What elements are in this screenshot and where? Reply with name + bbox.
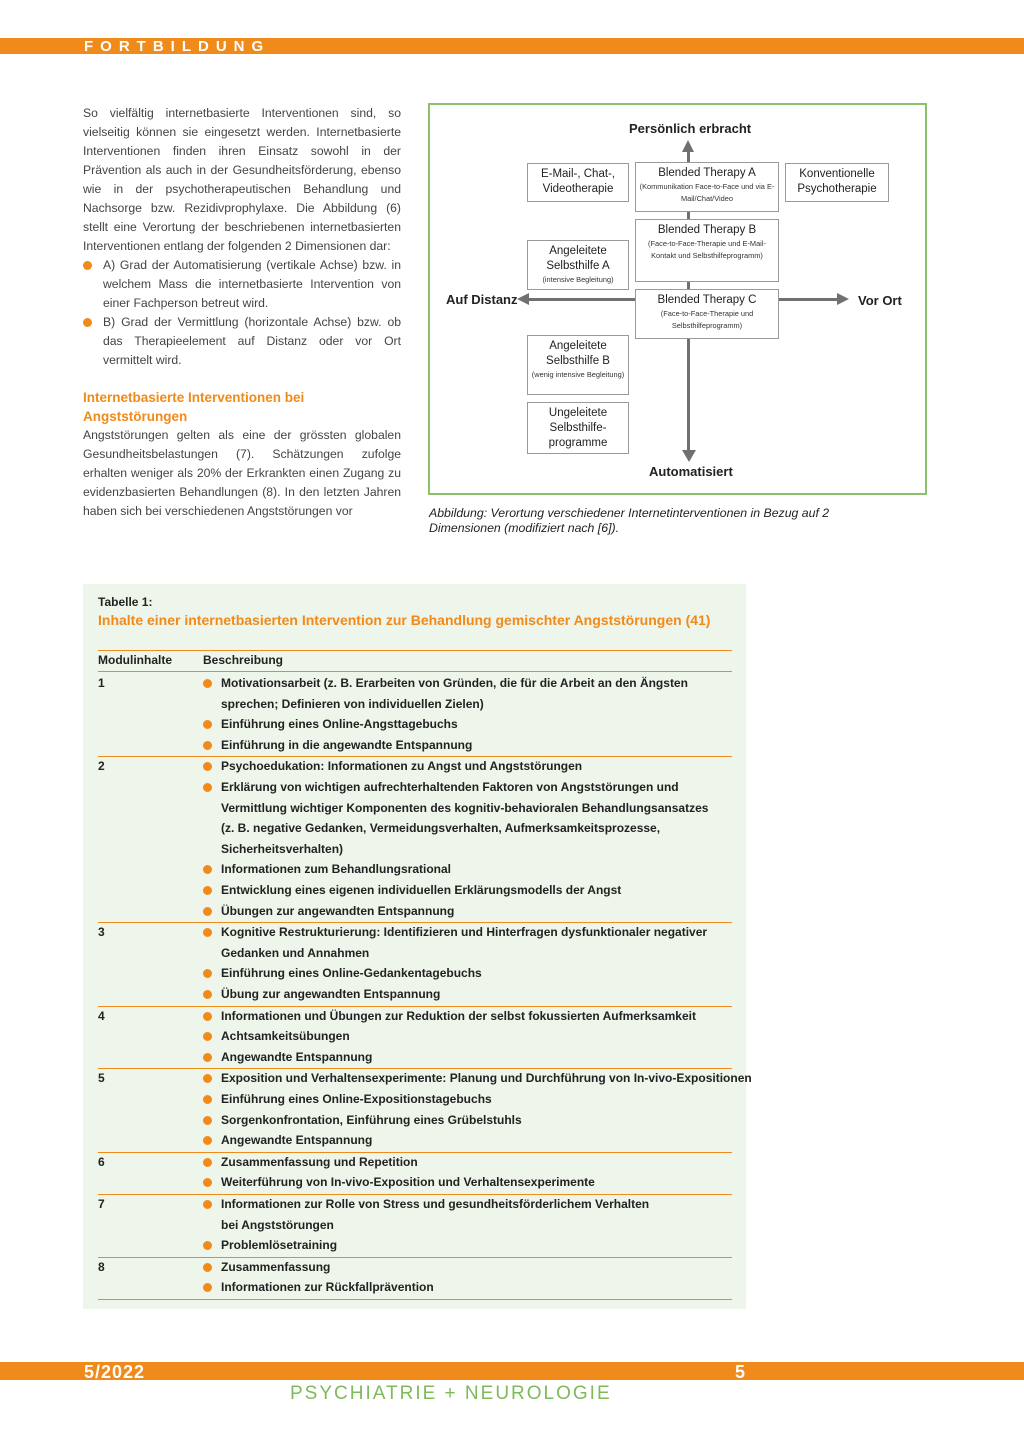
list-item-text: Zusammenfassung und Repetition — [221, 1154, 418, 1169]
module-number: 7 — [98, 1197, 105, 1211]
list-item — [203, 777, 733, 798]
dimension-list — [83, 256, 401, 370]
list-item — [203, 880, 733, 901]
table-rule — [98, 671, 732, 672]
bullet-dot-icon — [203, 1283, 212, 1292]
box-title: Angeleitete Selbsthilfe B — [546, 340, 610, 367]
list-item — [203, 1152, 733, 1173]
bullet-dot-icon — [203, 741, 212, 750]
module-items — [203, 1068, 752, 1150]
list-item-text: Sorgenkonfrontation, Einführung eines Grübelstuhls — [221, 1112, 522, 1127]
list-item — [203, 1172, 733, 1193]
list-item — [203, 1006, 733, 1027]
column-header-modules: Modulinhalte — [98, 653, 172, 667]
list-item-text: Achtsamkeitsübungen — [221, 1029, 350, 1044]
arrow-left-icon — [517, 293, 529, 305]
box-selbsthilfe-b — [527, 335, 629, 395]
table-row — [98, 1068, 752, 1150]
axis-label-left: Auf Distanz — [446, 292, 518, 307]
box-title: Blended Therapy C — [657, 294, 757, 306]
list-item — [203, 1110, 733, 1131]
list-item-text: Angewandte Entspannung — [221, 1049, 373, 1064]
bullet-dot-icon — [203, 720, 212, 729]
list-item-text: Entwicklung eines eigenen individuellen Erklärungsmodells der Angst — [221, 882, 622, 897]
bullet-dot-icon — [203, 1241, 212, 1250]
list-item-text: Exposition und Verhaltensexperimente: Planung und Durchführung von In-vivo-Expositionen — [221, 1071, 752, 1086]
module-number: 4 — [98, 1008, 105, 1023]
box-note: (Face-to-Face-Therapie und E-Mail-Kontakt und Selbsthilfeprogramm) — [648, 239, 766, 260]
figure-caption: Abbildung: Verortung verschiedener Internetinterventionen in Bezug auf 2 Dimensionen (modifiziert nach [6]). — [429, 506, 830, 535]
box-note: (Kommunikation Face-to-Face und via E-Mail/Chat/Video — [639, 182, 775, 203]
list-item — [203, 694, 733, 715]
bullet-dot-icon — [203, 762, 212, 771]
list-item-text: Einführung eines Online-Expositionstagebuchs — [221, 1091, 492, 1106]
module-items — [203, 673, 733, 755]
list-item — [203, 798, 733, 819]
axis-label-right: Vor Ort — [858, 293, 902, 308]
list-item-text: Einführung eines Online-Gedankentagebuchs — [221, 966, 482, 981]
list-item — [203, 735, 733, 756]
bullet-dot-icon — [203, 990, 212, 999]
module-items — [203, 1194, 733, 1256]
bullet-dot-icon — [203, 679, 212, 688]
list-item-text: Übungen zur angewandten Entspannung — [221, 903, 455, 918]
list-item — [83, 256, 401, 313]
module-number: 3 — [98, 925, 105, 940]
list-item-text: Angewandte Entspannung — [221, 1133, 373, 1148]
bullet-dot-icon — [203, 1200, 212, 1209]
list-item — [203, 984, 733, 1005]
list-item — [203, 922, 733, 943]
list-item-text: Informationen zum Behandlungsrational — [221, 862, 452, 877]
box-title: Konventionelle Psychotherapie — [797, 168, 877, 195]
footer-bar — [0, 1362, 1024, 1380]
intro-column — [83, 104, 401, 521]
axis-label-bottom: Automatisiert — [649, 464, 733, 479]
list-item-text: Informationen zur Rolle von Stress und gesundheitsförderlichem Verhalten — [221, 1197, 650, 1211]
bullet-dot-icon — [83, 261, 92, 270]
list-item — [203, 859, 733, 880]
subheading: Internetbasierte Interventionen bei Angststörungen — [83, 390, 305, 424]
list-item — [203, 673, 733, 694]
module-number: 1 — [98, 676, 105, 690]
module-number: 8 — [98, 1259, 105, 1274]
list-item — [203, 963, 733, 984]
bullet-dot-icon — [203, 907, 212, 916]
bullet-dot-icon — [203, 1074, 212, 1083]
bullet-dot-icon — [203, 1178, 212, 1187]
box-title: Blended Therapy A — [658, 167, 756, 179]
list-item-text: Zusammenfassung — [221, 1259, 331, 1274]
list-item-text: Erklärung von wichtigen aufrechterhaltenden Faktoren von Angststörungen und — [221, 779, 679, 794]
bullet-dot-icon — [203, 928, 212, 937]
list-item — [203, 1194, 733, 1215]
bullet-dot-icon — [203, 969, 212, 978]
arrow-right-icon — [837, 293, 849, 305]
list-item — [203, 756, 733, 777]
table-row — [98, 1194, 732, 1256]
list-item-text: Einführung eines Online-Angsttagebuchs — [221, 717, 458, 732]
bullet-dot-icon — [203, 783, 212, 792]
box-title: Blended Therapy B — [657, 224, 757, 236]
list-item-text: B) Grad der Vermittlung (horizontale Achse) bzw. ob das Therapieelement auf Distanz oder vor Ort vermittelt wird. — [103, 315, 401, 367]
box-note: (Face-to-Face-Therapie und Selbsthilfeprogramm) — [660, 309, 754, 330]
list-item-text: Vermittlung wichtiger Komponenten des kognitiv-behavioralen Behandlungsansatzes — [221, 800, 709, 815]
column-header-description: Beschreibung — [203, 653, 284, 667]
box-note: (wenig intensive Begleitung) — [531, 370, 625, 379]
list-item — [203, 901, 733, 922]
list-item — [203, 1215, 733, 1236]
table-row — [98, 922, 732, 1004]
list-item-text: Kognitive Restrukturierung: Identifizieren und Hinterfragen dysfunktionaler negativer — [221, 925, 708, 940]
bullet-dot-icon — [203, 1053, 212, 1062]
list-item-text: Psychoedukation: Informationen zu Angst und Angststörungen — [221, 759, 583, 774]
table-rule — [98, 1299, 732, 1300]
bullet-dot-icon — [203, 1012, 212, 1021]
list-item — [203, 1257, 733, 1278]
list-item — [203, 714, 733, 735]
list-item-text: Sicherheitsverhalten) — [221, 841, 344, 856]
module-number: 5 — [98, 1071, 105, 1086]
list-item — [203, 1068, 752, 1089]
box-selbsthilfe-a — [527, 240, 629, 290]
box-konventionell — [785, 163, 889, 202]
list-item-text: (z. B. negative Gedanken, Vermeidungsverhalten, Aufmerksamkeitsprozesse, — [221, 821, 661, 836]
list-item-text: bei Angststörungen — [221, 1217, 334, 1232]
list-item-text: Motivationsarbeit (z. B. Erarbeiten von Gründen, die für die Arbeit an den Ängsten — [221, 676, 688, 690]
bullet-dot-icon — [203, 1032, 212, 1041]
bullet-dot-icon — [203, 1095, 212, 1104]
table-row — [98, 1006, 732, 1068]
list-item — [203, 1235, 733, 1256]
box-blended-c — [635, 289, 779, 339]
box-ungeleitet — [527, 402, 629, 454]
bullet-dot-icon — [203, 865, 212, 874]
list-item — [203, 818, 733, 839]
list-item — [203, 1089, 733, 1110]
module-items — [203, 1257, 733, 1298]
module-items — [203, 756, 733, 921]
table-number: Tabelle 1: — [98, 595, 153, 609]
list-item — [83, 313, 401, 370]
arrow-up-icon — [682, 140, 694, 152]
module-number: 6 — [98, 1154, 105, 1169]
bullet-dot-icon — [203, 886, 212, 895]
list-item-text: Einführung in die angewandte Entspannung — [221, 737, 473, 752]
box-blended-b — [635, 219, 779, 282]
list-item-text: Problemlösetraining — [221, 1238, 338, 1253]
list-item — [203, 1130, 733, 1151]
issue-number: 5/2022 — [84, 1362, 146, 1382]
intro-paragraph-2: Angststörungen gelten als eine der grössten globalen Gesundheitsbelastungen (7). Schätzungen zufolge erhalten weniger als 20% der Erkrankten einen Zugang zu evidenzbasierten Behandlungen (8). In den letzten Jahren haben sich bei verschiedenen Angststörungen vor — [83, 428, 401, 518]
intro-paragraph: So vielfältig internetbasierte Interventionen sind, so vielseitig können sie eingesetzt werden. Internetbasierte Interventionen finden ihren Einsatz sowohl in der Prävention als auch in der Gesundheitsförderung, ebenso wie in der psychotherapeutischen Behandlung und Nachsorge bzw. Rezidivprophylaxe. Die Abbildung (6) stellt eine Verortung der beschriebenen internetbasierten Interventionen entlang der folgenden 2 Dimensionen dar: — [83, 106, 401, 253]
table-rule — [98, 650, 732, 651]
section-title: FORTBILDUNG — [84, 38, 271, 55]
module-items — [203, 1152, 733, 1193]
list-item-text: A) Grad der Automatisierung (vertikale Achse) bzw. in welchem Mass die internetbasierte Intervention von einer Fachperson betreut wird. — [103, 258, 401, 310]
list-item — [203, 839, 733, 860]
list-item-text: Gedanken und Annahmen — [221, 945, 370, 960]
list-item — [203, 1277, 733, 1298]
box-note: (intensive Begleitung) — [542, 275, 614, 284]
page-number: 5 — [735, 1362, 746, 1382]
bullet-dot-icon — [203, 1263, 212, 1272]
journal-name: PSYCHIATRIE + NEUROLOGIE — [290, 1383, 612, 1404]
box-title: E-Mail-, Chat-, Videotherapie — [540, 168, 616, 195]
table-title: Inhalte einer internetbasierten Intervention zur Behandlung gemischter Angststörungen (41) — [98, 612, 711, 628]
list-item-text: sprechen; Definieren von individuellen Zielen) — [221, 696, 484, 711]
bullet-dot-icon — [203, 1136, 212, 1145]
list-item — [203, 943, 733, 964]
table-row — [98, 756, 732, 921]
list-item — [203, 1047, 733, 1068]
bullet-dot-icon — [83, 318, 92, 327]
module-items — [203, 1006, 733, 1068]
bullet-dot-icon — [203, 1116, 212, 1125]
table-row — [98, 673, 732, 755]
module-number: 2 — [98, 759, 105, 774]
arrow-down-icon — [682, 450, 696, 462]
axis-label-top: Persönlich erbracht — [629, 121, 752, 136]
list-item-text: Übung zur angewandten Entspannung — [221, 986, 441, 1001]
box-title: Ungeleitete Selbsthilfe-programme — [548, 407, 608, 449]
list-item — [203, 1026, 733, 1047]
list-item-text: Informationen und Übungen zur Reduktion der selbst fokussierten Aufmerksamkeit — [221, 1008, 696, 1023]
box-blended-a — [635, 162, 779, 212]
list-item-text: Weiterführung von In-vivo-Exposition und Verhaltensexperimente — [221, 1175, 595, 1190]
box-email-chat-video — [527, 163, 629, 202]
table-row — [98, 1152, 732, 1193]
module-items — [203, 922, 733, 1004]
bullet-dot-icon — [203, 1158, 212, 1167]
table-row — [98, 1257, 732, 1298]
box-title: Angeleitete Selbsthilfe A — [546, 245, 610, 272]
list-item-text: Informationen zur Rückfallprävention — [221, 1280, 434, 1295]
